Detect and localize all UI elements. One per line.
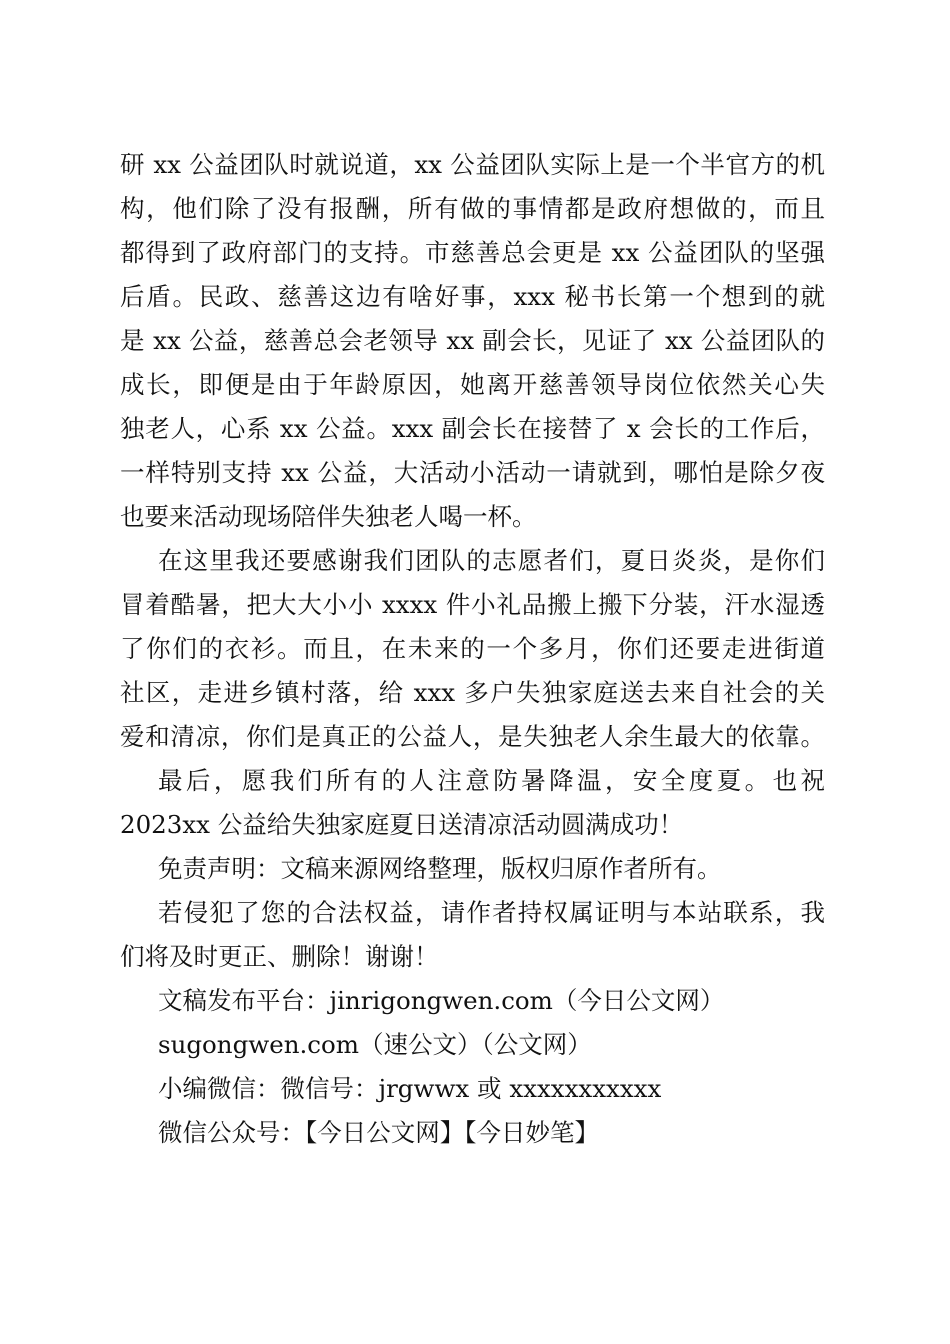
contact-notice-cont: 们将及时更正、删除！谢谢！ — [120, 942, 439, 971]
paragraph — [120, 143, 825, 539]
text-line: 是 xx 公益，慈善总会老领导 xx 副会长，见证了 xx 公益团队的 — [120, 326, 825, 355]
text-line: 后盾。民政、慈善这边有啥好事，xxx 秘书长第一个想到的就 — [120, 282, 825, 311]
text-line: 成长，即便是由于年龄原因，她离开慈善领导岗位依然关心失 — [120, 370, 825, 399]
text-line: 最后，愿我们所有的人注意防暑降温，安全度夏。也祝 — [158, 766, 825, 795]
publish-platform-alt: sugongwen.com（速公文）（公文网） — [158, 1030, 592, 1059]
text-line: 2023xx 公益给失独家庭夏日送清凉活动圆满成功！ — [120, 810, 684, 839]
text-line: 都得到了政府部门的支持。市慈善总会更是 xx 公益团队的坚强 — [120, 238, 825, 267]
text-line: 一样特别支持 xx 公益，大活动小活动一请就到，哪怕是除夕夜 — [120, 458, 825, 487]
paragraph — [120, 759, 825, 847]
disclaimer-text: 免责声明：文稿来源网络整理，版权归原作者所有。 — [158, 854, 722, 883]
document-body — [120, 143, 825, 1155]
text-line: 构，他们除了没有报酬，所有做的事情都是政府想做的，而且 — [120, 194, 825, 223]
text-line: 了你们的衣衫。而且，在未来的一个多月，你们还要走进街道 — [120, 634, 825, 663]
official-account: 微信公众号：【今日公文网】【今日妙笔】 — [158, 1118, 599, 1147]
text-line: 也要来活动现场陪伴失独老人喝一杯。 — [120, 502, 537, 531]
text-line: 在这里我还要感谢我们团队的志愿者们，夏日炎炎，是你们 — [158, 546, 825, 575]
publish-platform: 文稿发布平台：jinrigongwen.com（今日公文网） — [158, 986, 725, 1015]
text-line: 社区，走进乡镇村落，给 xxx 多户失独家庭送去来自社会的关 — [120, 678, 825, 707]
text-line: 爱和清凉，你们是真正的公益人，是失独老人余生最大的依靠。 — [120, 722, 825, 751]
editor-wechat: 小编微信：微信号：jrgwwx 或 xxxxxxxxxxx — [158, 1074, 662, 1103]
paragraph — [120, 539, 825, 759]
text-line: 研 xx 公益团队时就说道，xx 公益团队实际上是一个半官方的机 — [120, 150, 825, 179]
contact-notice: 若侵犯了您的合法权益，请作者持权属证明与本站联系，我 — [158, 898, 825, 927]
text-line: 独老人，心系 xx 公益。xxx 副会长在接替了 x 会长的工作后， — [120, 414, 825, 443]
text-line: 冒着酷暑，把大大小小 xxxx 件小礼品搬上搬下分装，汗水湿透 — [120, 590, 825, 619]
footer-notes — [120, 847, 825, 1155]
